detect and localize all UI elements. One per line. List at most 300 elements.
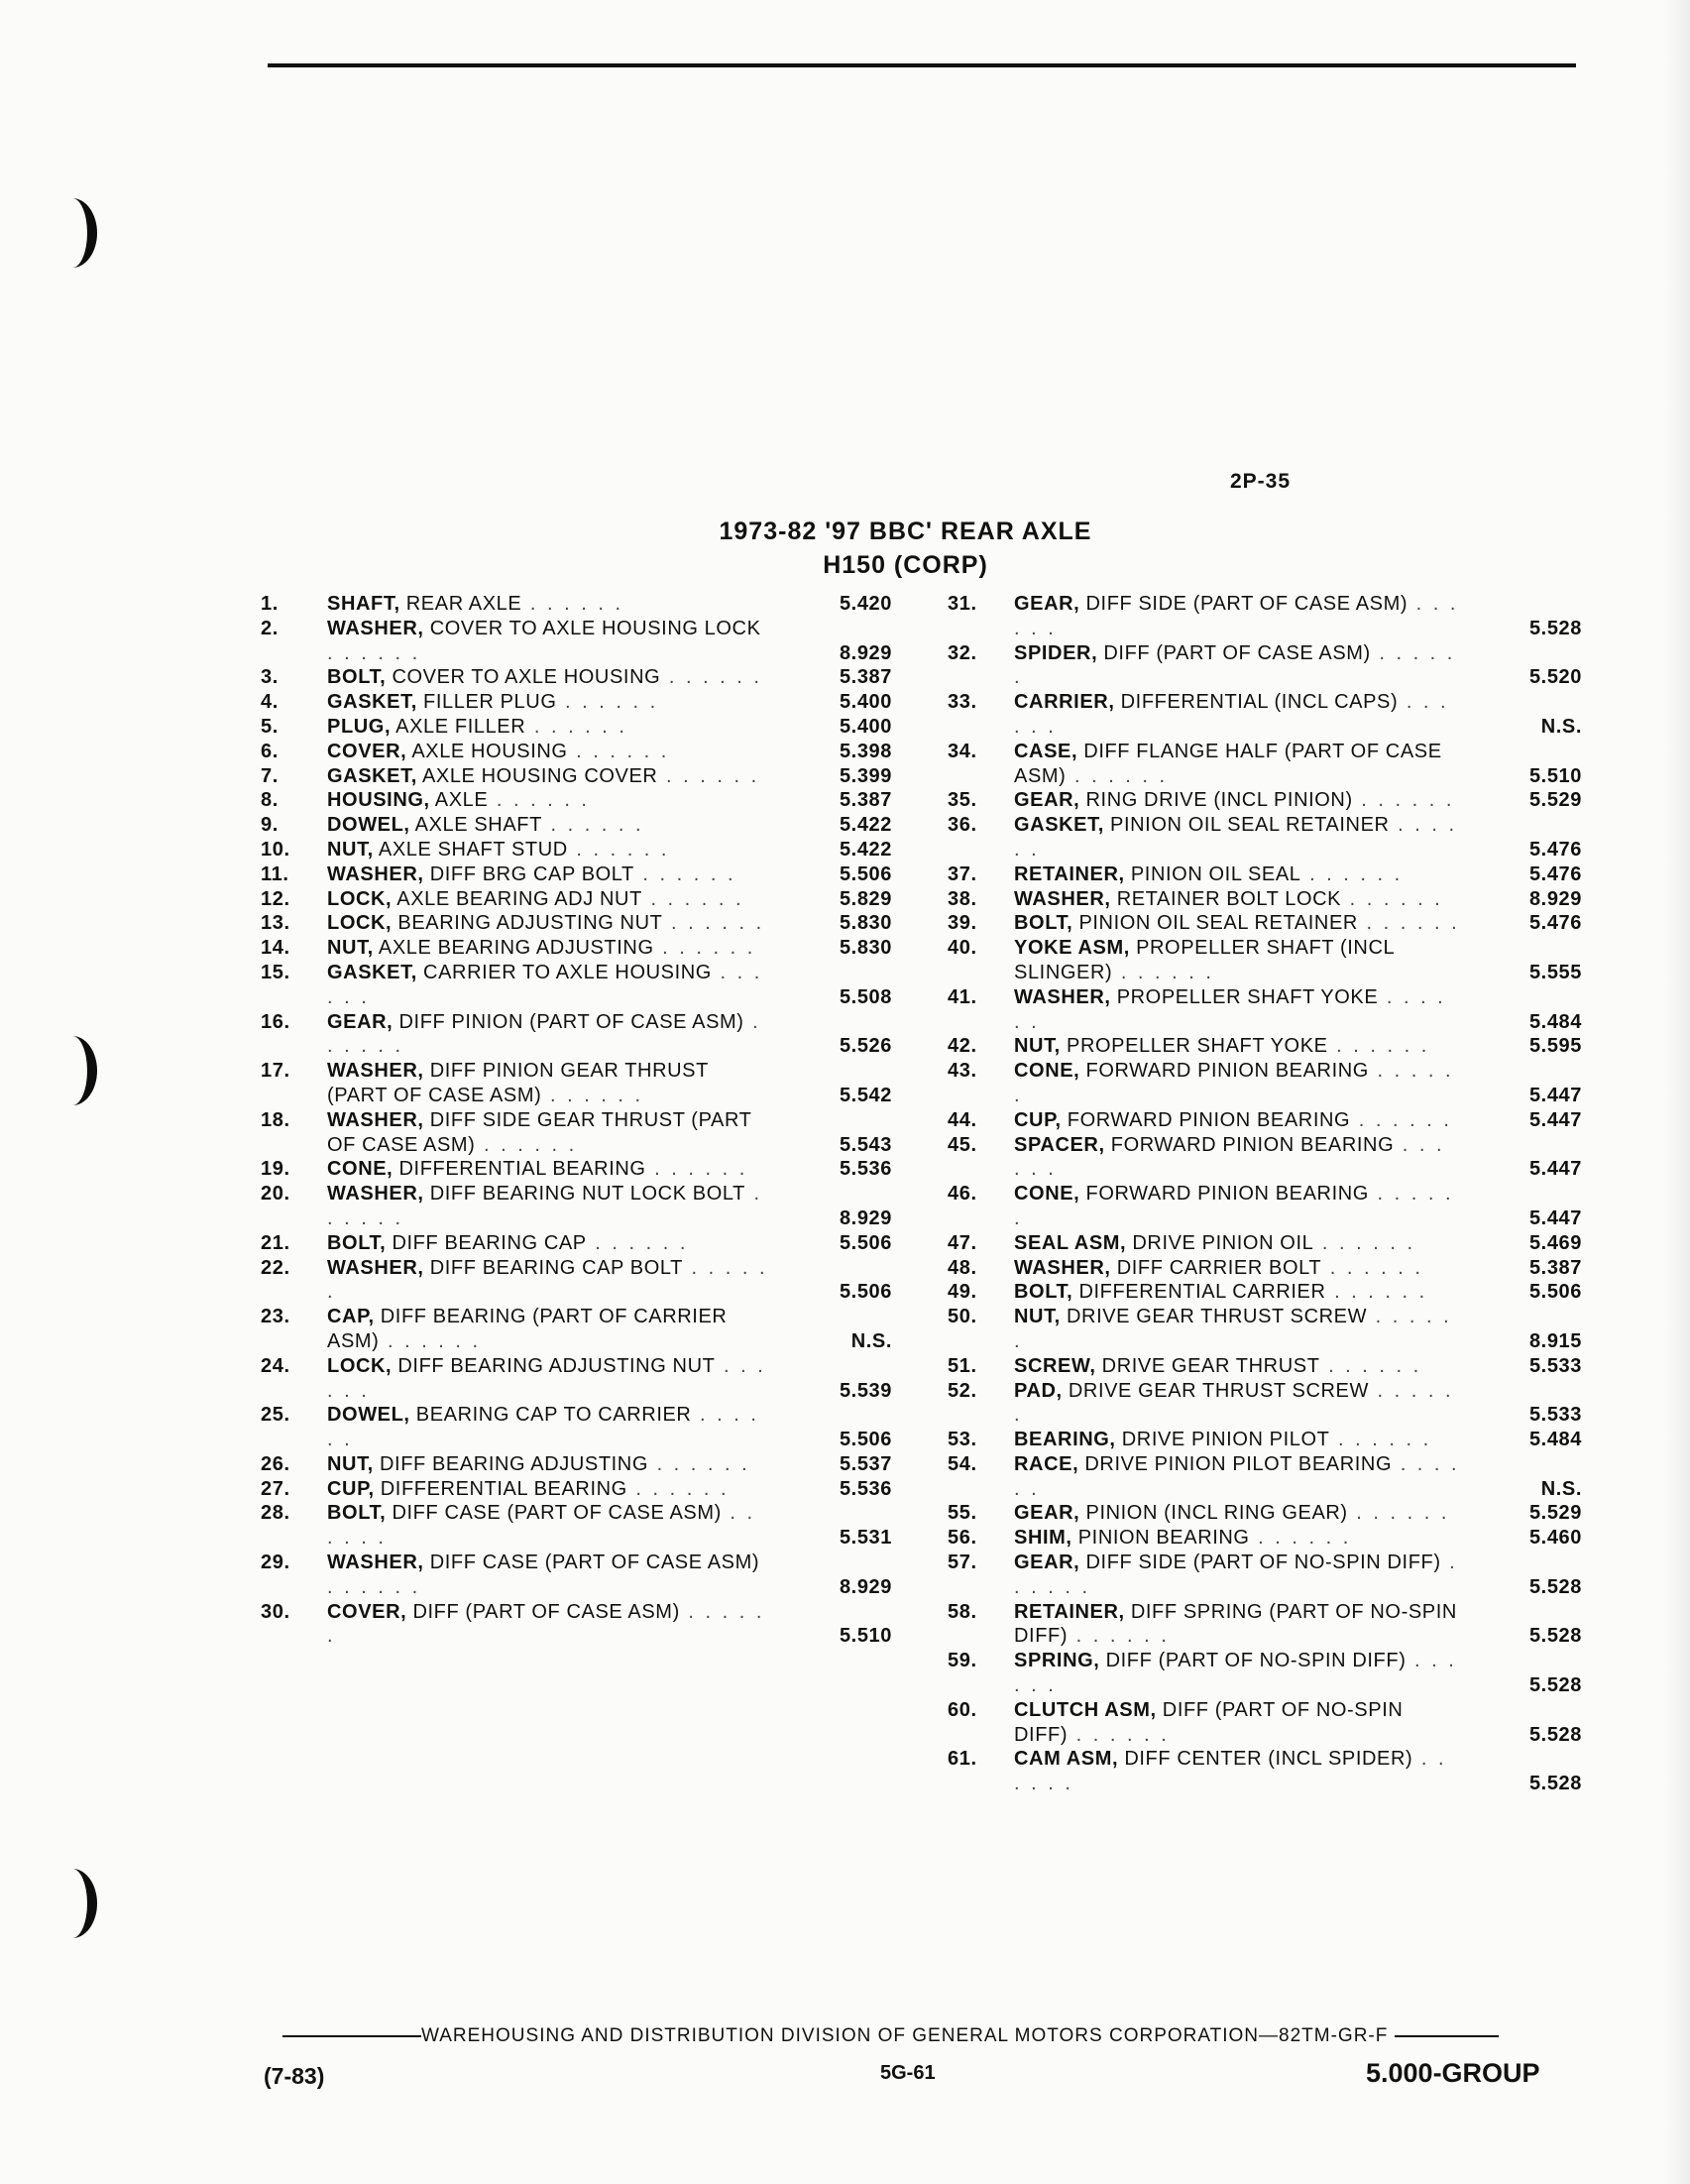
leader-dots: . . . . . . [327, 1010, 761, 1058]
part-row [948, 1747, 1582, 1796]
part-name: COVER, [327, 1600, 407, 1623]
part-description [327, 1305, 771, 1354]
leader-dots: . . . . . . [525, 715, 627, 738]
leader-dots: . . . . . . [1014, 641, 1456, 689]
part-number: 40. [948, 937, 977, 960]
leader-dots: . . . . . . [1352, 789, 1455, 812]
part-detail: DIFF (PART OF NO-SPIN DIFF) [1099, 1650, 1407, 1672]
part-detail: DIFF PINION GEAR THRUST (PART OF CASE ASM) [327, 1060, 709, 1106]
part-group-ref: 5.398 [839, 740, 892, 762]
part-number: 27. [261, 1477, 290, 1500]
part-number: 45. [948, 1133, 977, 1156]
part-description [327, 1551, 771, 1600]
part-name: RACE, [1014, 1452, 1079, 1475]
part-row [948, 862, 1582, 887]
leader-dots: . . . . . . [327, 1600, 765, 1648]
leader-dots: . . . . . . [626, 1477, 730, 1500]
part-row [948, 1133, 1582, 1183]
part-group-ref: 5.533 [1528, 1404, 1582, 1427]
part-row [948, 1428, 1582, 1452]
footer-date-code: (7-83) [264, 2063, 325, 2089]
part-number: 55. [948, 1502, 977, 1525]
part-description [1014, 887, 1461, 912]
part-description [327, 1182, 771, 1231]
part-number: 3. [261, 666, 279, 689]
part-group-ref: 5.506 [839, 1281, 892, 1304]
part-description [1014, 1747, 1461, 1796]
part-name: RETAINER, [1014, 1600, 1125, 1623]
part-number: 6. [261, 740, 279, 762]
part-detail: DIFF SIDE (PART OF NO-SPIN DIFF) [1079, 1552, 1441, 1574]
part-description [1014, 1354, 1461, 1379]
leader-dots: . . . . . . [641, 887, 744, 910]
leader-dots: . . . . . . [1014, 1650, 1457, 1697]
part-name: DOWEL, [327, 814, 410, 837]
part-description [327, 764, 771, 789]
part-number: 30. [261, 1600, 290, 1623]
part-number: 38. [948, 887, 977, 910]
part-name: PLUG, [327, 715, 392, 738]
part-number: 48. [948, 1256, 977, 1279]
part-row [261, 1157, 892, 1182]
part-number: 21. [261, 1231, 290, 1254]
part-name: SEAL ASM, [1014, 1231, 1127, 1254]
part-row [948, 1280, 1582, 1305]
part-description [1014, 1231, 1461, 1256]
leader-dots: . . . . . . [475, 1133, 578, 1156]
part-row [948, 788, 1582, 813]
leader-dots: . . . . . . [1014, 1060, 1454, 1106]
part-description [327, 1501, 771, 1551]
part-row [948, 985, 1582, 1035]
leader-dots: . . . . . . [645, 1158, 748, 1181]
part-row [261, 592, 892, 617]
part-detail: AXLE [429, 789, 489, 812]
binder-hole-mark-middle [48, 1036, 97, 1105]
part-name: BOLT, [1014, 912, 1073, 935]
part-name: GEAR, [1014, 1552, 1080, 1574]
part-group-ref: 5.476 [1528, 862, 1582, 885]
part-description [327, 592, 771, 617]
part-group-ref: 8.929 [839, 641, 892, 664]
part-row [261, 617, 892, 666]
part-detail: DRIVE GEAR THRUST [1095, 1354, 1320, 1377]
part-number: 59. [948, 1650, 977, 1672]
part-number: 12. [261, 887, 290, 910]
part-description [1014, 1256, 1461, 1281]
part-description [327, 788, 771, 813]
part-description [1014, 1305, 1461, 1354]
part-group-ref: 5.528 [1528, 1674, 1582, 1697]
part-row [948, 1452, 1582, 1502]
part-number: 25. [261, 1404, 290, 1427]
part-description [327, 715, 771, 740]
part-row [261, 715, 892, 740]
leader-dots: . . . . . . [1329, 1429, 1432, 1451]
leader-dots: . . . . . . [1327, 1035, 1430, 1058]
part-row [261, 838, 892, 862]
part-group-ref: 5.537 [839, 1452, 892, 1475]
leader-dots: . . . . . . [1014, 985, 1446, 1033]
part-description [327, 617, 771, 666]
leader-dots: . . . . . . [327, 1183, 763, 1229]
part-number: 4. [261, 691, 279, 714]
leader-dots: . . . . . . [633, 862, 736, 885]
part-detail: PINION OIL SEAL RETAINER [1072, 912, 1358, 935]
part-detail: BEARING CAP TO CARRIER [409, 1404, 692, 1427]
part-detail: FORWARD PINION BEARING [1079, 1060, 1369, 1083]
part-description [327, 1059, 771, 1108]
part-description [327, 1477, 771, 1502]
part-name: HOUSING, [327, 789, 430, 812]
part-row [948, 1649, 1582, 1698]
part-name: BOLT, [327, 666, 387, 689]
leader-dots: . . . . . . [1068, 1625, 1170, 1648]
leader-dots: . . . . . . [586, 1231, 689, 1254]
part-name: SHIM, [1014, 1527, 1072, 1550]
part-description [1014, 1034, 1461, 1059]
top-rule [268, 63, 1576, 67]
leader-dots: . . . . . . [327, 1256, 768, 1304]
part-name: PAD, [1014, 1379, 1063, 1402]
footer-division-text: WAREHOUSING AND DISTRIBUTION DIVISION OF GENERAL MOTORS CORPORATION—82TM-GR-F [421, 2025, 1389, 2046]
part-row [948, 1526, 1582, 1551]
leader-dots: . . . . . . [567, 838, 670, 861]
part-name: LOCK, [327, 1354, 393, 1377]
part-number: 57. [948, 1552, 977, 1574]
part-detail: COVER TO AXLE HOUSING [386, 666, 661, 689]
part-name: GEAR, [1014, 789, 1080, 812]
part-row [948, 592, 1582, 641]
leader-dots: . . . . . . [1014, 1452, 1460, 1500]
part-row [261, 1600, 892, 1650]
part-detail: DRIVE GEAR THRUST SCREW [1062, 1379, 1369, 1402]
leader-dots: . . . . . . [567, 740, 670, 762]
leader-dots: . . . . . . [1068, 1723, 1170, 1746]
part-group-ref: 5.447 [1528, 1158, 1582, 1181]
part-number: 54. [948, 1452, 977, 1475]
part-name: CUP, [327, 1477, 375, 1500]
part-name: GASKET, [327, 764, 417, 787]
part-number: 60. [948, 1698, 977, 1721]
part-name: CONE, [1014, 1060, 1080, 1083]
part-group-ref: 5.447 [1528, 1108, 1582, 1131]
part-row [261, 740, 892, 764]
part-number: 53. [948, 1429, 977, 1451]
part-group-ref: 5.595 [1528, 1035, 1582, 1058]
part-description [327, 961, 771, 1010]
part-row [948, 813, 1582, 862]
part-description [1014, 641, 1461, 691]
part-name: GEAR, [1014, 593, 1080, 615]
footer-group: 5.000-GROUP [1366, 2058, 1540, 2088]
leader-dots: . . . . . . [1014, 691, 1449, 738]
part-row [948, 641, 1582, 691]
part-detail: DIFF BEARING NUT LOCK BOLT [423, 1183, 745, 1206]
part-description [1014, 1649, 1461, 1698]
part-description [327, 1452, 771, 1477]
part-group-ref: 5.510 [1528, 764, 1582, 787]
part-group-ref: 5.520 [1528, 666, 1582, 689]
part-group-ref: 5.447 [1528, 1207, 1582, 1229]
part-number: 16. [261, 1010, 290, 1033]
part-detail: AXLE HOUSING [406, 740, 568, 762]
part-name: CONE, [1014, 1183, 1080, 1206]
part-row [261, 1231, 892, 1256]
part-group-ref: 5.420 [839, 593, 892, 615]
part-description [1014, 862, 1461, 887]
part-name: NUT, [327, 838, 374, 861]
part-group-ref: 5.539 [839, 1379, 892, 1402]
part-name: WASHER, [327, 617, 424, 639]
part-group-ref: 5.484 [1528, 1010, 1582, 1033]
part-group-ref: 5.400 [839, 715, 892, 738]
part-name: WASHER, [1014, 985, 1111, 1008]
part-group-ref: 8.929 [1528, 887, 1582, 910]
part-detail: FORWARD PINION BEARING [1104, 1133, 1395, 1156]
part-row [261, 1403, 892, 1452]
part-number: 28. [261, 1502, 290, 1525]
part-name: CLUTCH ASM, [1014, 1698, 1157, 1721]
part-name: NUT, [1014, 1306, 1061, 1328]
part-detail: REAR AXLE [399, 593, 522, 615]
part-number: 43. [948, 1060, 977, 1083]
part-row [948, 1034, 1582, 1059]
part-number: 15. [261, 961, 290, 983]
part-name: CARRIER, [1014, 691, 1115, 714]
part-description [1014, 1551, 1461, 1600]
part-row [261, 1452, 892, 1477]
leader-dots: . . . . . . [648, 1452, 750, 1475]
part-row [948, 1231, 1582, 1256]
part-group-ref: 5.506 [839, 1231, 892, 1254]
part-group-ref: 5.506 [839, 1429, 892, 1451]
part-group-ref: 8.929 [839, 1207, 892, 1229]
part-name: NUT, [327, 1452, 374, 1475]
part-detail: DIFF BEARING ADJUSTING NUT [392, 1354, 716, 1377]
part-row [261, 1477, 892, 1502]
part-description [1014, 788, 1461, 813]
part-number: 24. [261, 1354, 290, 1377]
part-description [1014, 740, 1461, 789]
part-group-ref: 5.476 [1528, 838, 1582, 861]
part-number: 44. [948, 1108, 977, 1131]
part-number: 20. [261, 1183, 290, 1206]
part-number: 1. [261, 593, 279, 615]
leader-dots: . . . . . . [1319, 1354, 1422, 1377]
leader-dots: . . . . . . [1014, 1552, 1458, 1598]
part-number: 22. [261, 1256, 290, 1279]
leader-dots: . . . . . . [1347, 1502, 1450, 1525]
part-detail: DIFF (PART OF CASE ASM) [406, 1600, 680, 1623]
part-number: 42. [948, 1035, 977, 1058]
part-name: CAM ASM, [1014, 1748, 1119, 1771]
part-detail: AXLE SHAFT [409, 814, 542, 837]
part-name: SCREW, [1014, 1354, 1096, 1377]
leader-dots: . . . . . . [327, 1502, 756, 1550]
part-description [1014, 1452, 1461, 1502]
part-group-ref: 5.829 [839, 887, 892, 910]
part-description [1014, 1526, 1461, 1551]
part-name: CAP, [327, 1306, 375, 1328]
part-detail: FILLER PLUG [416, 691, 557, 714]
part-detail: FORWARD PINION BEARING [1079, 1183, 1369, 1206]
part-group-ref: 5.529 [1528, 1502, 1582, 1525]
part-group-ref: 5.830 [839, 912, 892, 935]
part-name: RETAINER, [1014, 862, 1125, 885]
part-group-ref: N.S. [1540, 715, 1582, 738]
part-row [261, 1305, 892, 1354]
part-group-ref: 5.447 [1528, 1084, 1582, 1106]
part-name: WASHER, [327, 862, 424, 885]
part-number: 29. [261, 1552, 290, 1574]
part-description [327, 1354, 771, 1404]
part-detail: RING DRIVE (INCL PINION) [1079, 789, 1353, 812]
part-number: 49. [948, 1281, 977, 1304]
part-number: 47. [948, 1231, 977, 1254]
part-group-ref: 5.422 [839, 838, 892, 861]
leader-dots: . . . . . . [657, 764, 760, 787]
parts-list-right [948, 592, 1582, 1796]
part-group-ref: 5.460 [1528, 1527, 1582, 1550]
part-row [948, 1501, 1582, 1526]
part-number: 56. [948, 1527, 977, 1550]
part-row [948, 887, 1582, 912]
part-detail: FORWARD PINION BEARING [1061, 1108, 1351, 1131]
part-row [261, 764, 892, 789]
part-name: BEARING, [1014, 1429, 1116, 1451]
part-number: 5. [261, 715, 279, 738]
footer-page-number: 5G-61 [880, 2062, 936, 2084]
part-name: BOLT, [327, 1502, 387, 1525]
part-row [948, 740, 1582, 789]
part-detail: AXLE FILLER [391, 715, 526, 738]
part-row [261, 1551, 892, 1600]
part-detail: DRIVE PINION PILOT [1115, 1429, 1330, 1451]
leader-dots: . . . . . . [660, 666, 762, 689]
part-row [948, 1108, 1582, 1133]
part-detail: DIFF BEARING ADJUSTING [373, 1452, 649, 1475]
part-detail: AXLE HOUSING COVER [416, 764, 658, 787]
part-number: 14. [261, 937, 290, 960]
part-description [1014, 1182, 1461, 1231]
part-description [327, 911, 771, 936]
part-row [261, 1501, 892, 1551]
part-description [1014, 1600, 1461, 1650]
part-name: CONE, [327, 1158, 394, 1181]
part-detail: DIFF SPRING (PART OF NO-SPIN DIFF) [1014, 1600, 1457, 1648]
part-name: GASKET, [327, 961, 417, 983]
part-row [948, 1698, 1582, 1748]
part-name: CASE, [1014, 740, 1078, 762]
part-row [261, 887, 892, 912]
part-number: 11. [261, 862, 289, 885]
part-group-ref: 5.542 [839, 1084, 892, 1106]
part-detail: DIFF SIDE GEAR THRUST (PART OF CASE ASM) [327, 1108, 752, 1156]
part-group-ref: 5.476 [1528, 912, 1582, 935]
part-description [1014, 1133, 1461, 1183]
part-description [327, 813, 771, 838]
part-description [327, 690, 771, 715]
leader-dots: . . . . . . [1014, 1183, 1454, 1229]
part-description [327, 1157, 771, 1182]
part-row [261, 690, 892, 715]
part-name: LOCK, [327, 912, 393, 935]
part-number: 2. [261, 617, 279, 639]
part-row [261, 1182, 892, 1231]
page-code: 2P-35 [1230, 470, 1292, 493]
part-group-ref: 5.555 [1528, 961, 1582, 983]
leader-dots: . . . . . . [1014, 593, 1459, 639]
leader-dots: . . . . . . [1066, 764, 1169, 787]
part-number: 36. [948, 814, 977, 837]
part-group-ref: 5.536 [839, 1477, 892, 1500]
part-description [1014, 1280, 1461, 1305]
part-group-ref: 5.400 [839, 691, 892, 714]
part-group-ref: 5.528 [1528, 617, 1582, 639]
part-number: 31. [948, 593, 977, 615]
leader-dots: . . . . . . [1014, 814, 1457, 861]
part-detail: DIFF CASE (PART OF CASE ASM) [386, 1502, 722, 1525]
part-group-ref: 5.528 [1528, 1575, 1582, 1598]
part-number: 23. [261, 1306, 290, 1328]
part-description [1014, 1108, 1461, 1133]
part-group-ref: 5.399 [839, 764, 892, 787]
part-name: BOLT, [327, 1231, 387, 1254]
parts-list-left [261, 592, 892, 1649]
part-description [1014, 1428, 1461, 1452]
part-name: LOCK, [327, 887, 393, 910]
part-number: 46. [948, 1183, 977, 1206]
part-number: 37. [948, 862, 977, 885]
part-description [1014, 936, 1461, 985]
part-name: WASHER, [1014, 887, 1111, 910]
part-detail: CARRIER TO AXLE HOUSING [416, 961, 712, 983]
part-detail: PINION BEARING [1071, 1527, 1250, 1550]
part-description [327, 740, 771, 764]
part-detail: DRIVE PINION OIL [1126, 1231, 1314, 1254]
part-row [261, 1010, 892, 1060]
part-number: 50. [948, 1306, 977, 1328]
leader-dots: . . . . . . [521, 593, 624, 615]
part-group-ref: 5.484 [1528, 1429, 1582, 1451]
part-name: NUT, [327, 937, 374, 960]
leader-dots: . . . . . . [327, 1404, 759, 1451]
footer-rule-left [282, 2035, 421, 2037]
part-name: SPRING, [1014, 1650, 1100, 1672]
part-number: 9. [261, 814, 279, 837]
part-row [261, 1108, 892, 1158]
binder-hole-mark-top [48, 198, 97, 268]
part-number: 19. [261, 1158, 290, 1181]
part-number: 26. [261, 1452, 290, 1475]
part-row [948, 1182, 1582, 1231]
part-name: GASKET, [327, 691, 417, 714]
part-detail: DIFF BEARING CAP BOLT [423, 1256, 683, 1279]
part-name: COVER, [327, 740, 407, 762]
leader-dots: . . . . . . [327, 961, 763, 1008]
part-group-ref: 5.387 [839, 666, 892, 689]
part-row [948, 1379, 1582, 1429]
part-row [948, 1256, 1582, 1281]
part-row [261, 665, 892, 690]
leader-dots: . . . . . . [1341, 887, 1443, 910]
part-name: BOLT, [1014, 1281, 1073, 1304]
part-name: WASHER, [1014, 1256, 1111, 1279]
part-detail: DIFFERENTIAL (INCL CAPS) [1114, 691, 1399, 714]
leader-dots: . . . . . . [1014, 1748, 1447, 1795]
part-row [261, 961, 892, 1010]
